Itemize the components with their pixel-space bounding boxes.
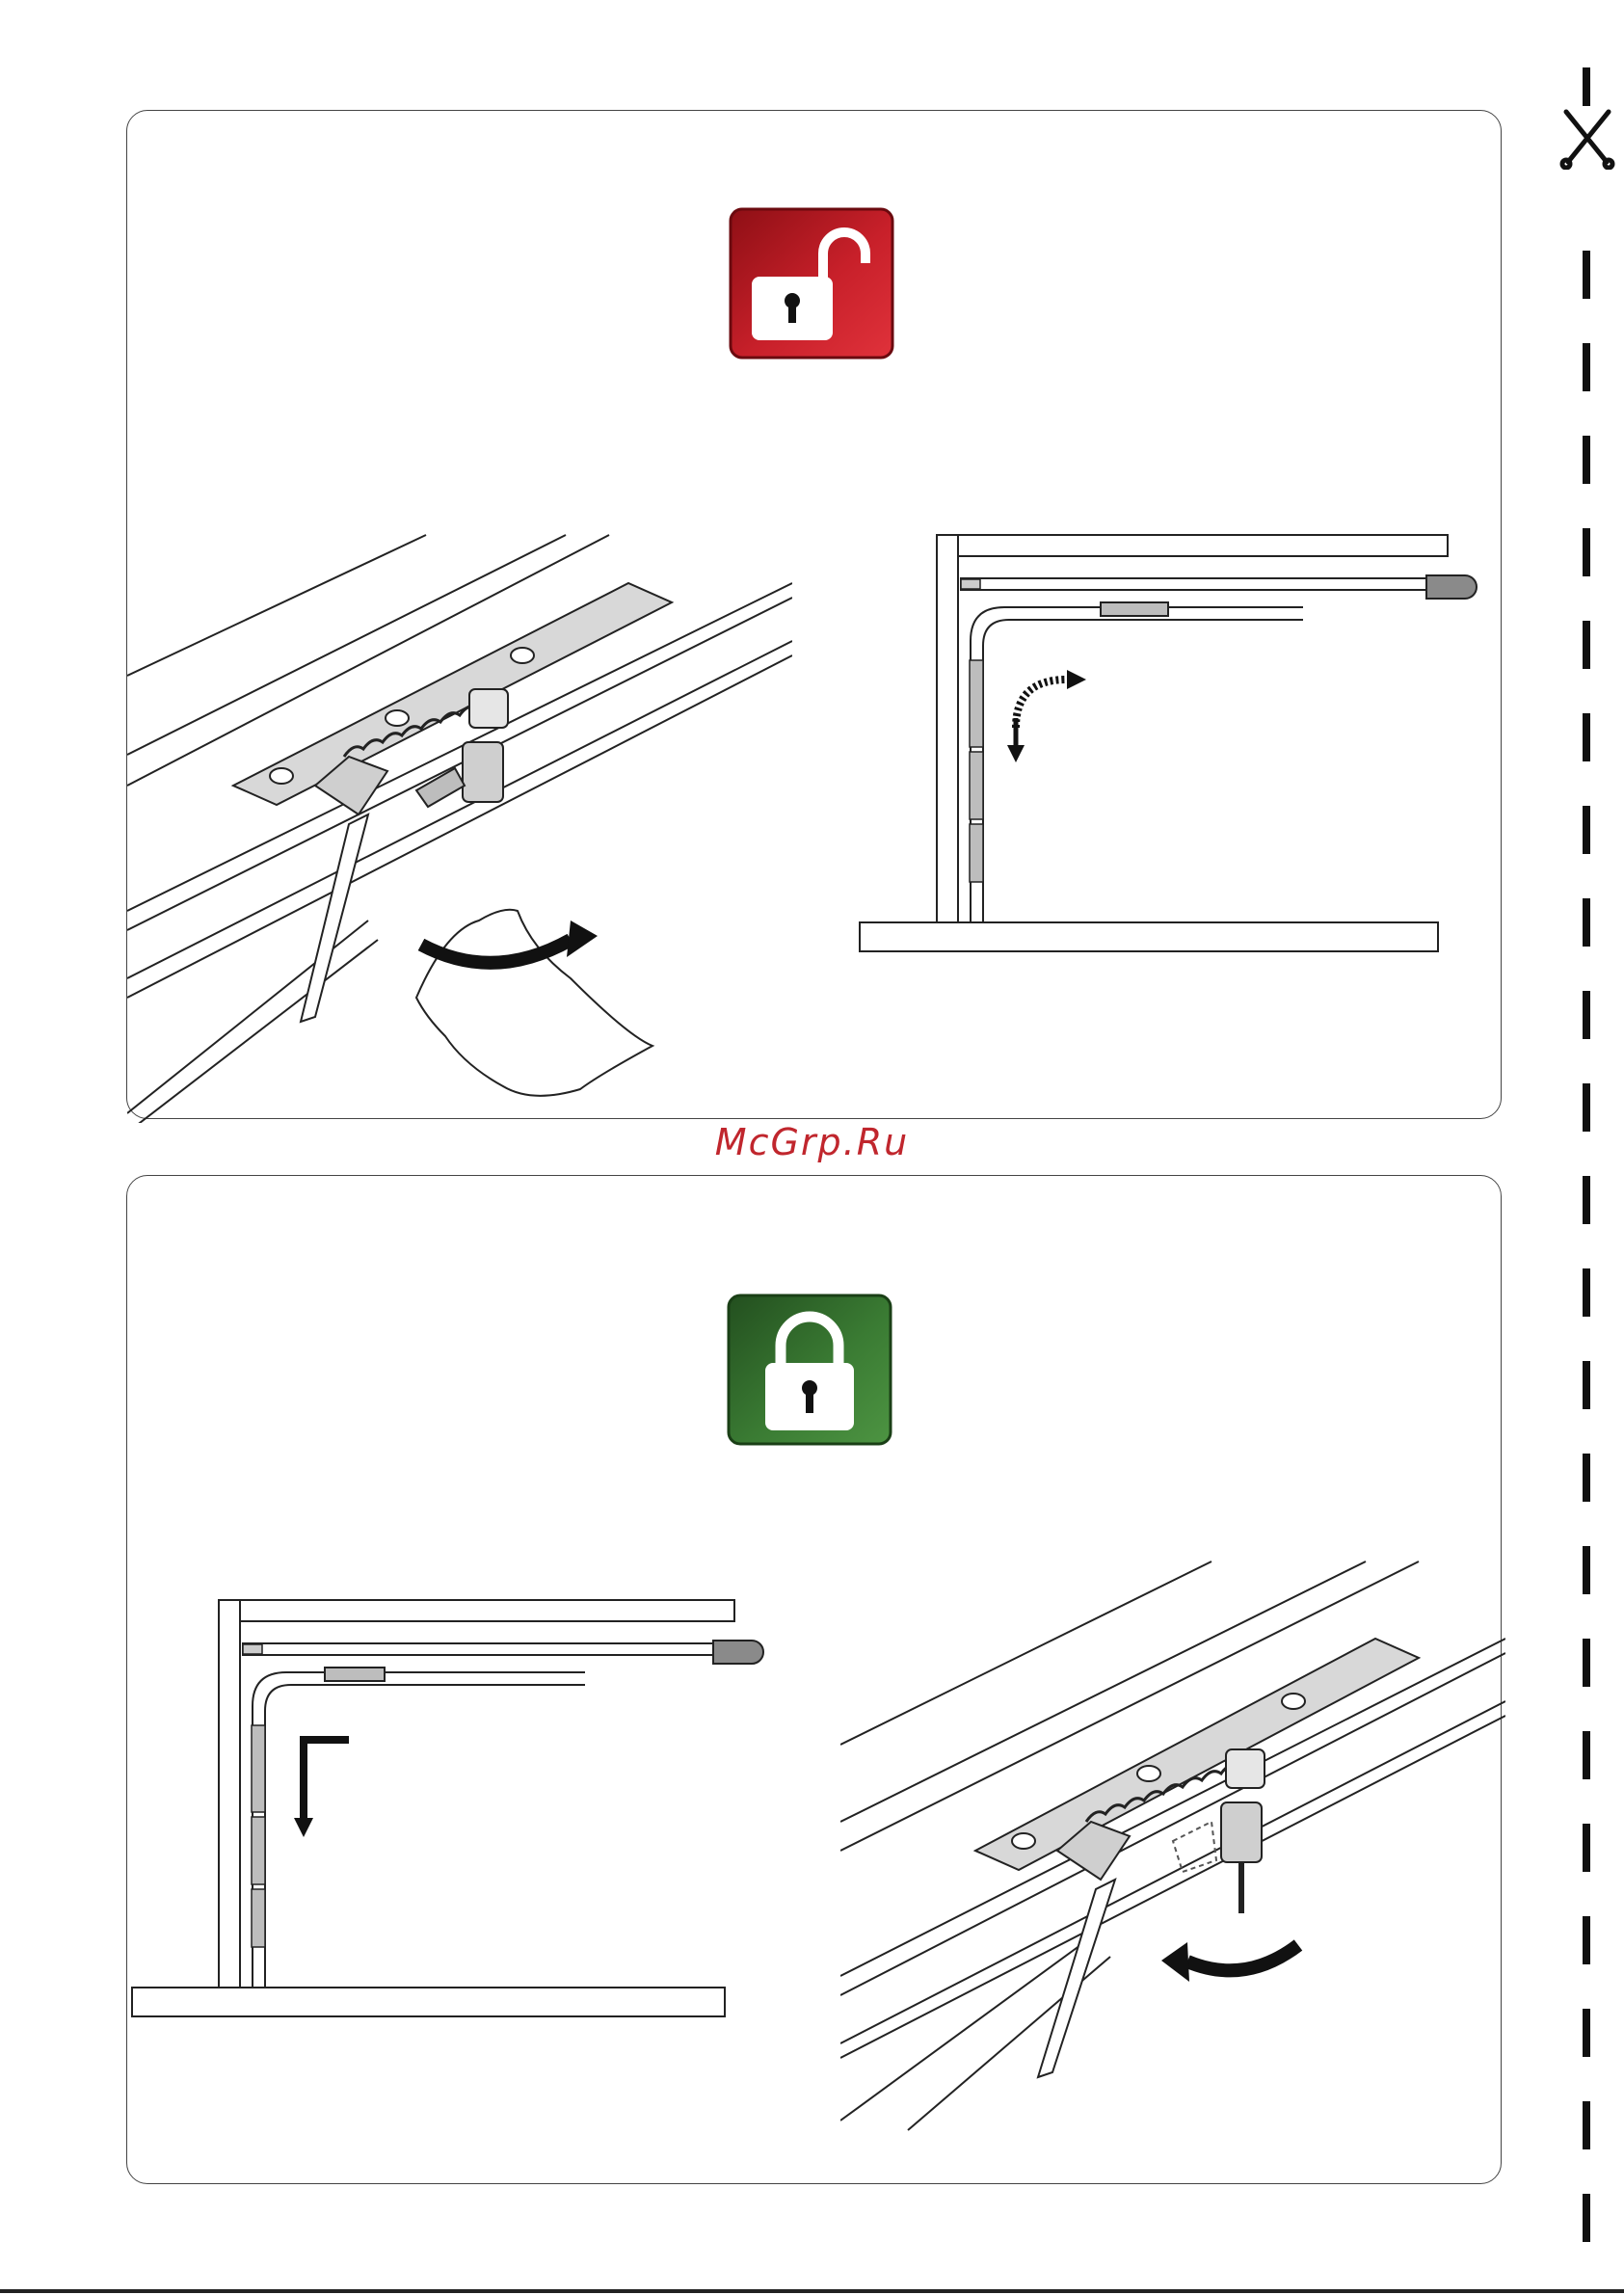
unlocked-padlock-badge	[729, 207, 894, 360]
garage-door-opening-illustration	[850, 525, 1505, 969]
garage-door-closing-illustration	[127, 1590, 802, 2034]
footer-rule	[0, 2289, 1624, 2293]
scissors-icon	[1558, 108, 1616, 170]
watermark-text: McGrp.Ru	[714, 1121, 910, 1163]
release-handle-illustration	[127, 496, 792, 1123]
release-panel	[126, 110, 1502, 1119]
locked-padlock-badge	[727, 1294, 892, 1446]
lock-panel	[126, 1175, 1502, 2184]
unlocked-padlock-icon	[729, 207, 894, 360]
relock-handle-illustration	[840, 1533, 1505, 2140]
locked-padlock-icon	[727, 1294, 892, 1446]
